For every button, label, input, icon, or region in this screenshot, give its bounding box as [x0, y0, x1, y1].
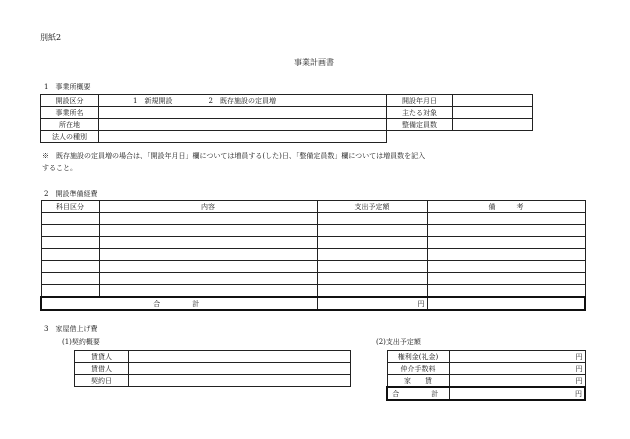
capacity-field[interactable]: [453, 119, 533, 131]
remarks-cell[interactable]: [427, 285, 585, 298]
section2-heading: 2 開設準備経費: [44, 190, 98, 198]
label-corporation-type: 法人の種別: [41, 131, 99, 143]
remarks-cell[interactable]: [427, 249, 585, 261]
section1-heading: 1 事業所概要: [44, 83, 91, 91]
amount-cell[interactable]: [317, 237, 427, 249]
note-line-1: ※ 既存施設の定員増の場合は、「開設年月日」欄については増員する(した)日、「整備定員数」欄については増員数を記入: [42, 152, 426, 160]
table-row: [387, 363, 585, 375]
preparation-cost-table: [40, 200, 586, 311]
label-main-target: 主たる対象: [387, 107, 453, 119]
contract-overview-heading: (1)契約概要: [62, 338, 100, 346]
table-row: [387, 375, 585, 388]
attachment-label: 別紙2: [40, 33, 62, 42]
label-opening-type: 開設区分: [41, 95, 99, 107]
remarks-cell[interactable]: [427, 261, 585, 273]
remarks-cell[interactable]: [427, 225, 585, 237]
brokerage-fee-field[interactable]: 円: [449, 363, 585, 375]
table-row: [41, 213, 585, 225]
amount-cell[interactable]: [317, 261, 427, 273]
table-row: [75, 363, 351, 375]
category-cell[interactable]: [41, 237, 99, 249]
label-rent: 家 賃: [387, 375, 449, 388]
amount-cell[interactable]: [317, 225, 427, 237]
expense-table: [386, 350, 586, 401]
header-remarks: 備 考: [427, 201, 585, 213]
content-cell[interactable]: [99, 273, 317, 285]
remarks-cell[interactable]: [427, 273, 585, 285]
table-row: [41, 261, 585, 273]
table-row: [387, 351, 585, 363]
table-row: [41, 249, 585, 261]
amount-cell[interactable]: [317, 213, 427, 225]
content-cell[interactable]: [99, 213, 317, 225]
facility-overview-table: [40, 94, 533, 143]
label-lessor: 賃貸人: [75, 351, 129, 363]
table-row: [41, 225, 585, 237]
table-row: [41, 285, 585, 298]
main-target-field[interactable]: [453, 107, 533, 119]
table-row: [41, 237, 585, 249]
category-cell[interactable]: [41, 273, 99, 285]
table-row: [75, 375, 351, 387]
header-amount: 支出予定額: [317, 201, 427, 213]
note-line-2: すること。: [42, 164, 77, 172]
facility-name-field[interactable]: [99, 107, 387, 119]
total-label: 合 計: [41, 297, 317, 310]
content-cell[interactable]: [99, 249, 317, 261]
contract-table: [74, 350, 351, 387]
document-title: 事業計画書: [294, 58, 334, 67]
table-row: [75, 351, 351, 363]
rent-field[interactable]: 円: [449, 375, 585, 388]
opening-date-field[interactable]: [453, 95, 533, 107]
label-opening-date: 開設年月日: [387, 95, 453, 107]
amount-cell[interactable]: [317, 273, 427, 285]
label-lessee: 賃借人: [75, 363, 129, 375]
contract-date-field[interactable]: [129, 375, 351, 387]
table-row: [41, 95, 533, 107]
total-row: [41, 297, 585, 310]
option-new-opening: 1 新規開設: [99, 95, 207, 107]
planned-expense-heading: (2)支出予定額: [376, 338, 421, 346]
lessee-field[interactable]: [129, 363, 351, 375]
total-amount[interactable]: 円: [317, 297, 427, 310]
table-row: [41, 131, 533, 143]
section3-heading: 3 家屋借上げ費: [44, 325, 98, 333]
expense-total-label: 合 計: [387, 387, 449, 400]
content-cell[interactable]: [99, 285, 317, 298]
table-header-row: [41, 201, 585, 213]
key-money-field[interactable]: 円: [449, 351, 585, 363]
table-row: [41, 119, 533, 131]
option-capacity-increase: 2 既存施設の定員増: [207, 95, 387, 107]
corporation-type-field[interactable]: [99, 131, 387, 143]
category-cell[interactable]: [41, 225, 99, 237]
amount-cell[interactable]: [317, 249, 427, 261]
category-cell[interactable]: [41, 249, 99, 261]
label-brokerage-fee: 仲介手数料: [387, 363, 449, 375]
remarks-cell[interactable]: [427, 237, 585, 249]
label-capacity: 整備定員数: [387, 119, 453, 131]
category-cell[interactable]: [41, 261, 99, 273]
content-cell[interactable]: [99, 237, 317, 249]
content-cell[interactable]: [99, 261, 317, 273]
label-location: 所在地: [41, 119, 99, 131]
content-cell[interactable]: [99, 225, 317, 237]
label-key-money: 権利金(礼金): [387, 351, 449, 363]
location-field[interactable]: [99, 119, 387, 131]
header-content: 内容: [99, 201, 317, 213]
category-cell[interactable]: [41, 213, 99, 225]
header-category: 科目区分: [41, 201, 99, 213]
lessor-field[interactable]: [129, 351, 351, 363]
remarks-cell[interactable]: [427, 213, 585, 225]
table-row: [41, 107, 533, 119]
label-facility-name: 事業所名: [41, 107, 99, 119]
label-contract-date: 契約日: [75, 375, 129, 387]
expense-total-field[interactable]: 円: [449, 387, 585, 400]
amount-cell[interactable]: [317, 285, 427, 298]
category-cell[interactable]: [41, 285, 99, 298]
table-row: [41, 273, 585, 285]
total-row: [387, 387, 585, 400]
